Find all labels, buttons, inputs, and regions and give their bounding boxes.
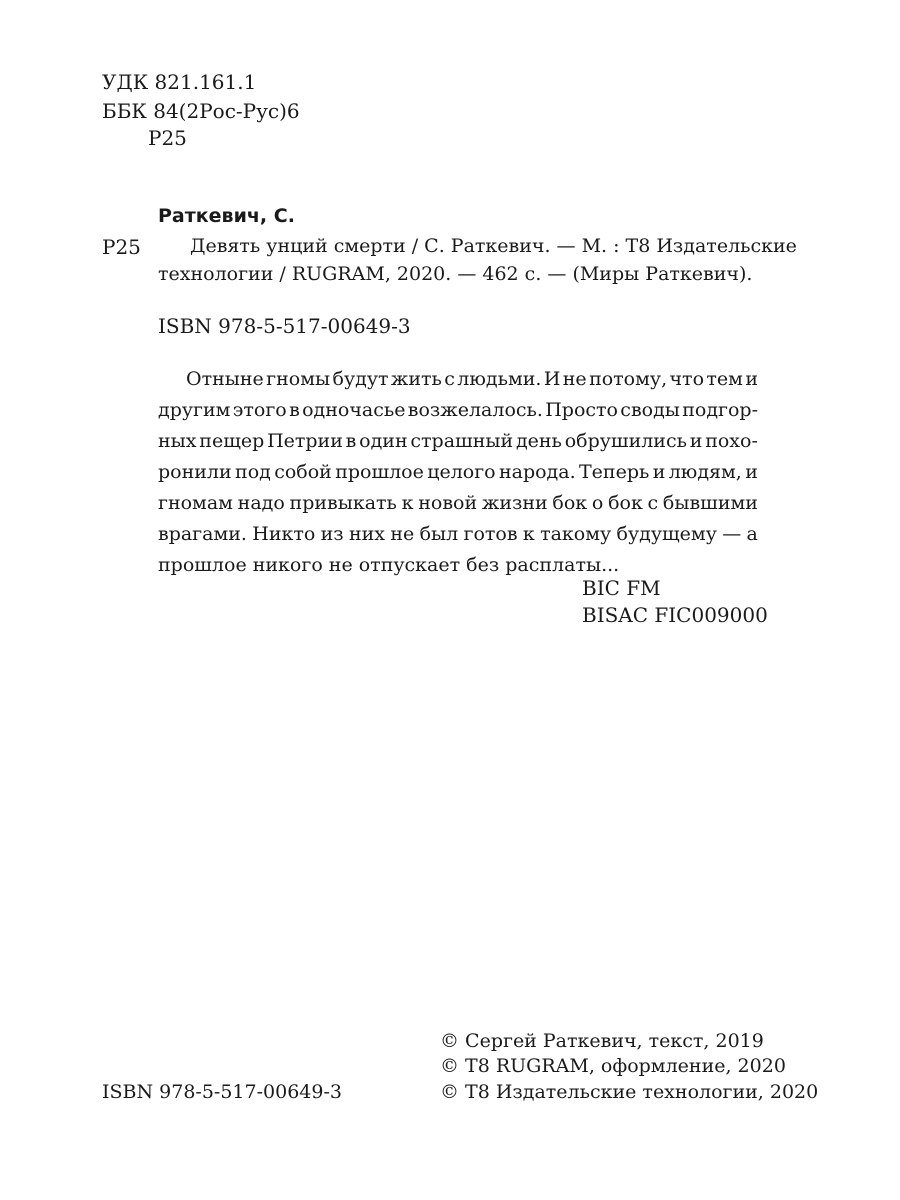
annotation-word: и bbox=[652, 461, 666, 483]
annotation-word: надо bbox=[237, 492, 285, 514]
annotation-word: собой bbox=[274, 461, 332, 483]
annotation-word: гномам bbox=[158, 492, 233, 514]
annotation-word: привыкать bbox=[289, 492, 397, 514]
annotation-word: тем bbox=[706, 368, 743, 390]
copyright-publisher: © Т8 Издательские технологии, 2020 bbox=[440, 1081, 819, 1103]
annotation-line: прошлое никого не отпускает без расплаты... bbox=[158, 554, 620, 576]
annotation-word: народа. bbox=[498, 461, 576, 483]
annotation-word: прошлое bbox=[335, 461, 424, 483]
annotation-word: один bbox=[359, 430, 408, 452]
annotation-word: целого bbox=[427, 461, 496, 483]
udk-code: УДК 821.161.1 bbox=[102, 70, 257, 94]
annotation-word: Петрии bbox=[267, 430, 343, 452]
annotation-word: ных bbox=[158, 430, 197, 452]
isbn-main: ISBN 978-5-517-00649-3 bbox=[158, 314, 411, 338]
annotation-word: своды bbox=[620, 399, 680, 421]
annotation-word: И bbox=[543, 368, 561, 390]
annotation-word: обрушились bbox=[564, 430, 687, 452]
annotation-word: о bbox=[591, 492, 604, 514]
annotation-word: с bbox=[647, 492, 659, 514]
annotation-word: Отныне bbox=[186, 368, 264, 390]
annotation-word: — bbox=[722, 523, 742, 545]
annotation-word: с bbox=[444, 368, 455, 390]
annotation-word: и bbox=[689, 430, 703, 452]
annotation-word: Теперь bbox=[579, 461, 650, 483]
annotation-word: похо- bbox=[705, 430, 758, 452]
annotation-word: к bbox=[522, 523, 535, 545]
annotation-word: этого bbox=[232, 399, 287, 421]
annotation-word: страшный bbox=[410, 430, 514, 452]
annotation-word: а bbox=[746, 523, 758, 545]
bic-code: BIC FM bbox=[582, 576, 661, 600]
annotation-line bbox=[158, 395, 758, 426]
annotation-word: был bbox=[419, 523, 459, 545]
annotation-line bbox=[158, 488, 758, 519]
annotation-word: возжелалось. bbox=[407, 399, 543, 421]
annotation-word: врагами. bbox=[158, 523, 247, 545]
annotation-word: людьми. bbox=[457, 368, 542, 390]
annotation-word: бывшими bbox=[662, 492, 758, 514]
annotation-word: них bbox=[348, 523, 386, 545]
annotation-word: ронили bbox=[158, 461, 232, 483]
annotation-word: потому, bbox=[589, 368, 668, 390]
bbk-code: ББК 84(2Рос-Рус)6 bbox=[102, 99, 300, 123]
annotation-word: из bbox=[320, 523, 344, 545]
annotation-word: жить bbox=[390, 368, 442, 390]
annotation-line bbox=[158, 519, 758, 550]
annotation-word: новой bbox=[418, 492, 478, 514]
author-heading: Раткевич, С. bbox=[158, 205, 295, 227]
annotation-word: что bbox=[669, 368, 705, 390]
isbn-footer: ISBN 978-5-517-00649-3 bbox=[102, 1081, 342, 1103]
description-line-1: Девять унций смерти / С. Раткевич. — М. : Т8 Издательские bbox=[190, 235, 797, 257]
annotation-word: такому bbox=[540, 523, 612, 545]
annotation-word: бок bbox=[552, 492, 588, 514]
annotation-word: другим bbox=[158, 399, 231, 421]
annotation-word: и bbox=[745, 368, 758, 390]
annotation-word: не bbox=[390, 523, 415, 545]
copyright-design: © Т8 RUGRAM, оформление, 2020 bbox=[440, 1055, 786, 1077]
annotation-word: людям, bbox=[668, 461, 742, 483]
annotation-word: пещер bbox=[199, 430, 265, 452]
author-mark: Р25 bbox=[148, 126, 187, 150]
annotation-word: готов bbox=[463, 523, 518, 545]
annotation-word: гномы bbox=[266, 368, 331, 390]
copyright-text: © Сергей Раткевич, текст, 2019 bbox=[440, 1030, 764, 1052]
annotation-word: бок bbox=[608, 492, 643, 514]
annotation-word: к bbox=[401, 492, 414, 514]
author-mark-margin: Р25 bbox=[102, 235, 141, 259]
annotation-word: жизни bbox=[481, 492, 548, 514]
annotation-word: подгор- bbox=[682, 399, 758, 421]
annotation-word: в bbox=[345, 430, 357, 452]
annotation-word: Никто bbox=[252, 523, 316, 545]
annotation-word: и bbox=[745, 461, 758, 483]
annotation-word: в bbox=[289, 399, 300, 421]
annotation-line bbox=[158, 457, 758, 488]
annotation-line bbox=[186, 364, 758, 395]
annotation-word: не bbox=[562, 368, 587, 390]
annotation-word: одночасье bbox=[302, 399, 406, 421]
annotation-word: под bbox=[235, 461, 271, 483]
annotation-word: Просто bbox=[545, 399, 618, 421]
description-line-2: технологии / RUGRAM, 2020. — 462 с. — (Миры Раткевич). bbox=[158, 263, 753, 285]
annotation-word: будут bbox=[332, 368, 389, 390]
bisac-code: BISAC FIC009000 bbox=[582, 603, 768, 627]
annotation-word: день bbox=[515, 430, 562, 452]
annotation-line bbox=[158, 426, 758, 457]
annotation-word: будущему bbox=[616, 523, 717, 545]
